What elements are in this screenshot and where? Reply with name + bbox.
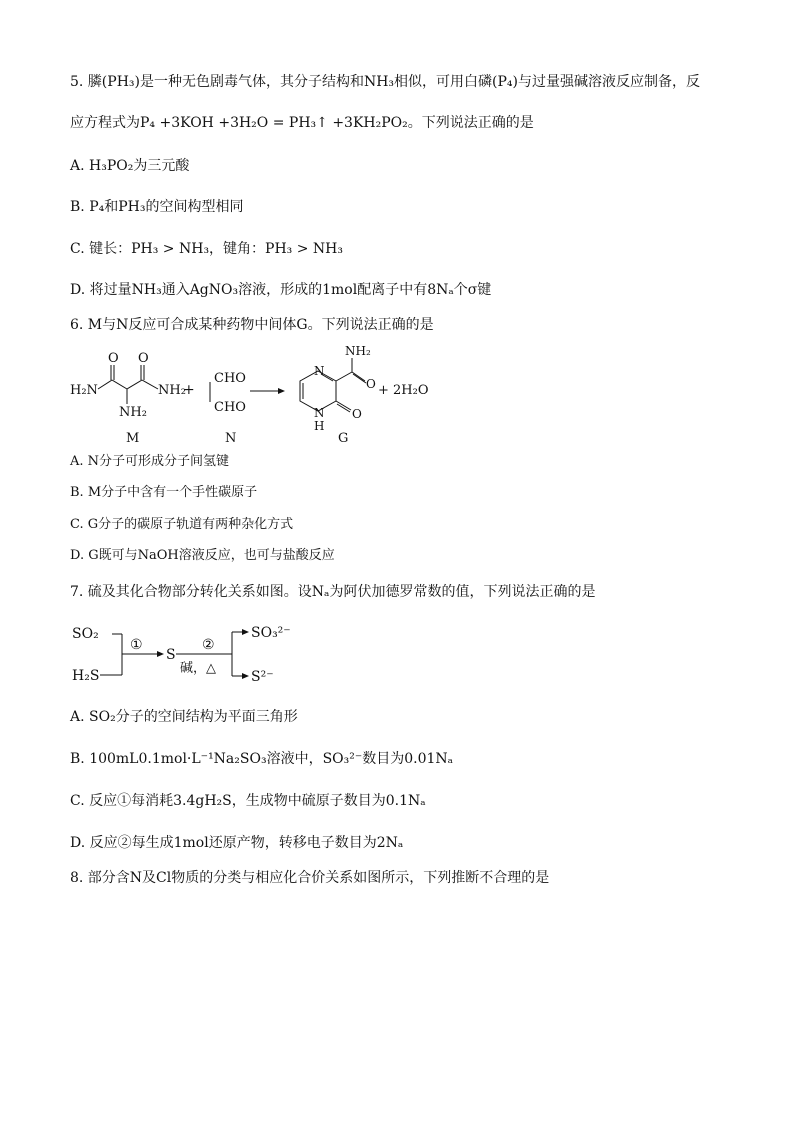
q6-option-b: B. M分子中含有一个手性碳原子 — [70, 485, 258, 500]
q5-stem-line1: 5. 膦(PH₃)是一种无色剧毒气体，其分子结构和NH₃相似，可用白磷(P₄)与过量强碱溶液反应制备，反 — [70, 74, 700, 90]
n-cho-top: CHO — [214, 371, 246, 386]
g-nh2-label: NH₂ — [345, 344, 371, 358]
q7-stem: 7. 硫及其化合物部分转化关系如图。设Nₐ为阿伏加德罗常数的值，下列说法正确的是 — [70, 584, 596, 600]
so2-label: SO₂ — [72, 626, 99, 642]
q5-option-d: D. 将过量NH₃通入AgNO₃溶液，形成的1mol配离子中有8Nₐ个σ键 — [70, 282, 492, 298]
molecule-g — [300, 358, 366, 412]
label-g: G — [338, 431, 349, 446]
q5-option-a: A. H₃PO₂为三元酸 — [70, 158, 190, 174]
g-o1-label: O — [366, 377, 376, 391]
arrow-head-1 — [157, 651, 164, 657]
q7-option-d: D. 反应②每生成1mol还原产物，转移电子数目为2Nₐ — [70, 835, 404, 851]
q7-sulfur-scheme — [70, 620, 310, 692]
q6-reaction-scheme — [70, 338, 450, 450]
m-o1-label: O — [108, 351, 119, 366]
q6-option-a: A. N分子可形成分子间氢键 — [70, 454, 230, 469]
water-byproduct: + 2H₂O — [378, 383, 429, 398]
g-n2-label: N — [314, 406, 325, 420]
reaction-arrow — [250, 388, 285, 394]
q7-option-b: B. 100mL0.1mol·L⁻¹Na₂SO₃溶液中，SO₃²⁻数目为0.01Nₐ — [70, 751, 454, 767]
label-m: M — [126, 431, 140, 446]
q6-option-d: D. G既可与NaOH溶液反应，也可与盐酸反应 — [70, 548, 335, 563]
m-nh2-right-label: NH₂ — [158, 383, 186, 398]
q6-stem: 6. M与N反应可合成某种药物中间体G。下列说法正确的是 — [70, 317, 434, 333]
step1-label: ① — [130, 637, 143, 653]
g-o2-label: O — [352, 407, 362, 421]
g-n1-label: N — [314, 364, 325, 378]
q7-option-a: A. SO₂分子的空间结构为平面三角形 — [70, 709, 298, 725]
step2-label: ② — [202, 637, 215, 653]
q7-option-c: C. 反应①每消耗3.4gH₂S，生成物中硫原子数目为0.1Nₐ — [70, 793, 426, 809]
molecule-m — [98, 365, 158, 404]
q6-option-c: C. G分子的碳原子轨道有两种杂化方式 — [70, 517, 294, 532]
plus-sign: + — [183, 382, 195, 398]
q8-stem: 8. 部分含N及Cl物质的分类与相应化合价关系如图所示，下列推断不合理的是 — [70, 870, 550, 886]
q5-option-b: B. P₄和PH₃的空间构型相同 — [70, 199, 244, 215]
m-nh2-bottom-label: NH₂ — [119, 405, 147, 420]
condition-label: 碱，△ — [180, 661, 216, 676]
so3-label: SO₃²⁻ — [251, 625, 291, 641]
s2-label: S²⁻ — [251, 669, 274, 685]
arrow-head-2 — [242, 629, 249, 635]
n-cho-bottom: CHO — [214, 400, 246, 415]
q5-stem-line2: 应方程式为P₄ +3KOH +3H₂O = PH₃↑ +3KH₂PO₂。下列说法正确的是 — [70, 115, 534, 131]
m-h2n-label: H₂N — [70, 383, 98, 398]
label-n: N — [225, 431, 237, 446]
h2s-label: H₂S — [72, 668, 100, 684]
s-label: S — [166, 647, 176, 663]
m-o2-label: O — [138, 351, 149, 366]
g-h-label: H — [314, 419, 325, 433]
q5-option-c: C. 键长：PH₃ > NH₃，键角：PH₃ > NH₃ — [70, 241, 343, 257]
arrow-head-3 — [242, 673, 249, 679]
